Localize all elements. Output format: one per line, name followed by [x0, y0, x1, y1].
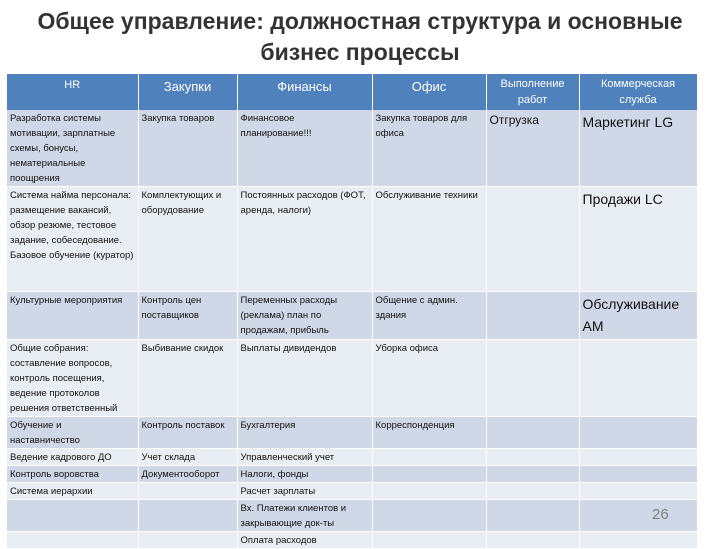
- table-cell: Выбивание скидок: [138, 340, 237, 417]
- table-cell: Контроль воровства: [7, 466, 138, 483]
- table-cell: Управленческий учет: [237, 449, 372, 466]
- table-cell: [579, 449, 697, 466]
- table-cell: [372, 532, 486, 549]
- table-row: [7, 110, 697, 187]
- table-cell: [486, 500, 579, 532]
- table-cell: [372, 483, 486, 500]
- table-cell: Обслуживание техники: [372, 187, 486, 292]
- header-commercial: Коммерческая служба: [579, 74, 697, 110]
- table-cell: [579, 532, 697, 549]
- table-cell: Бухгалтерия: [237, 417, 372, 449]
- table-cell: Разработка системы мотивации, зарплатные схемы, бонусы, нематериальные поощрения: [7, 110, 138, 187]
- process-table: [7, 74, 698, 549]
- table-cell: Обучение и наставничество: [7, 417, 138, 449]
- table-cell: Оплата расходов: [237, 532, 372, 549]
- table-cell: [579, 483, 697, 500]
- table-cell: Продажи LC: [579, 187, 697, 292]
- table-cell: Система найма персонала: размещение вакансий, обзор резюме, тестовое задание, собеседование. Базовое обучение (куратор): [7, 187, 138, 292]
- table-cell: [372, 466, 486, 483]
- header-finance: Финансы: [237, 74, 372, 110]
- table-row: [7, 449, 697, 466]
- table-cell: [7, 532, 138, 549]
- table-cell: Закупка товаров: [138, 110, 237, 187]
- table-cell: Переменных расходы (реклама) план по продажам, прибыль: [237, 292, 372, 340]
- table-cell: [486, 466, 579, 483]
- table-cell: Постоянных расходов (ФОТ, аренда, налоги): [237, 187, 372, 292]
- table-cell: Корреспонденция: [372, 417, 486, 449]
- table-row: [7, 466, 697, 483]
- table-cell: Закупка товаров для офиса: [372, 110, 486, 187]
- table-cell: Вх. Платежи клиентов и закрывающие док-ты: [237, 500, 372, 532]
- table-cell: [579, 340, 697, 417]
- table-cell: [486, 340, 579, 417]
- table-row: [7, 500, 697, 532]
- table-cell: [486, 483, 579, 500]
- table-row: [7, 417, 697, 449]
- table-cell: [138, 483, 237, 500]
- table-cell: Ведение кадрового ДО: [7, 449, 138, 466]
- table-cell: [486, 187, 579, 292]
- table-cell: [486, 292, 579, 340]
- table-row: [7, 340, 697, 417]
- table-cell: [486, 532, 579, 549]
- table-cell: Обслуживание AM: [579, 292, 697, 340]
- table-row: [7, 483, 697, 500]
- table-row: [7, 187, 697, 292]
- table-cell: Финансовое планирование!!!: [237, 110, 372, 187]
- header-work-execution: Выполнение работ: [486, 74, 579, 110]
- table-row: [7, 532, 697, 549]
- table-header-row: [7, 74, 697, 110]
- table-cell: Документооборот: [138, 466, 237, 483]
- table-row: [7, 292, 697, 340]
- table-cell: Культурные мероприятия: [7, 292, 138, 340]
- table-cell: Расчет зарплаты: [237, 483, 372, 500]
- table-cell: Уборка офиса: [372, 340, 486, 417]
- header-hr: HR: [7, 74, 138, 110]
- table-cell: [372, 500, 486, 532]
- table-cell: Комплектующих и оборудование: [138, 187, 237, 292]
- table-cell: Маркетинг LG: [579, 110, 697, 187]
- header-office: Офис: [372, 74, 486, 110]
- table-cell: Общение с админ. здания: [372, 292, 486, 340]
- table-cell: [486, 417, 579, 449]
- table-cell: [138, 500, 237, 532]
- table-cell: Учет склада: [138, 449, 237, 466]
- table-cell: Общие собрания: составление вопросов, контроль посещения, ведение протоколов решения ответственный: [7, 340, 138, 417]
- table-cell: [486, 449, 579, 466]
- table-cell: Выплаты дивидендов: [237, 340, 372, 417]
- table-cell: [579, 417, 697, 449]
- table-cell: Контроль цен поставщиков: [138, 292, 237, 340]
- slide-title: Общее управление: должностная структура и основные бизнес процессы: [37, 8, 683, 65]
- table-cell: [138, 532, 237, 549]
- table-cell: [7, 500, 138, 532]
- table-cell: Контроль поставок: [138, 417, 237, 449]
- table-cell: [372, 449, 486, 466]
- table-cell: Система иерархии: [7, 483, 138, 500]
- page-number: 26: [652, 506, 669, 523]
- table-cell: [579, 500, 697, 532]
- header-purchasing: Закупки: [138, 74, 237, 110]
- table-cell: Налоги, фонды: [237, 466, 372, 483]
- table-cell: Отгрузка: [486, 110, 579, 187]
- table-cell: [579, 466, 697, 483]
